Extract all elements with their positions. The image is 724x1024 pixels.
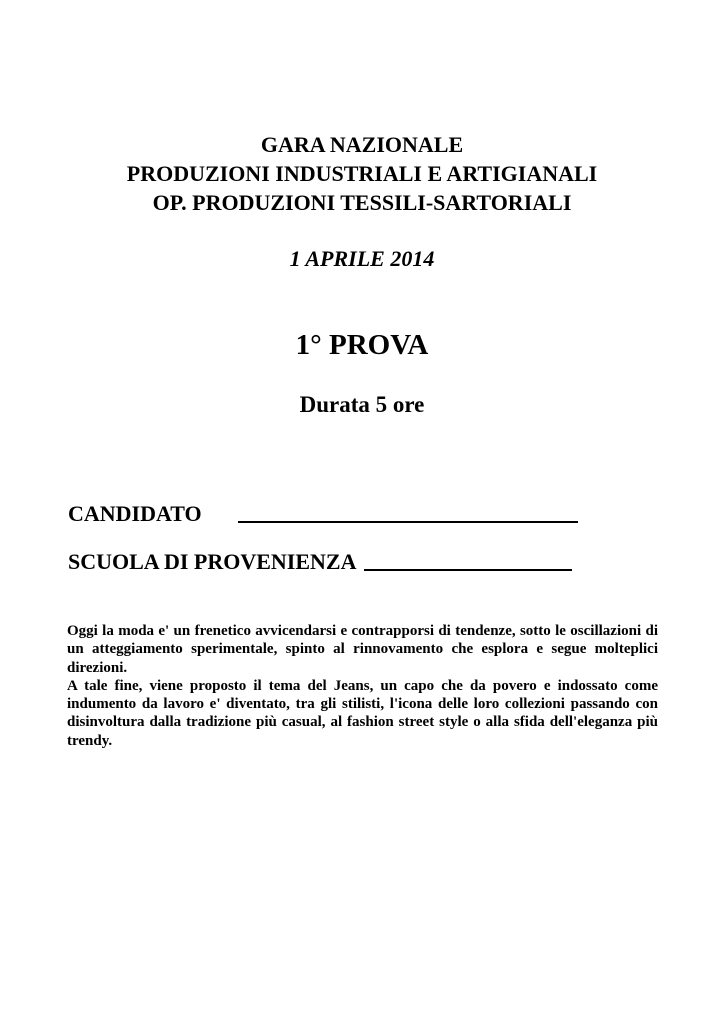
school-label: SCUOLA DI PROVENIENZA — [68, 549, 357, 574]
exam-duration: Durata 5 ore — [299, 392, 425, 417]
title-line-3: OP. PRODUZIONI TESSILI-SARTORIALI — [152, 190, 572, 215]
candidate-name-blank — [238, 513, 578, 523]
exam-title: 1° PROVA — [295, 329, 429, 361]
school-name-blank — [364, 561, 572, 571]
title-line-1: GARA NAZIONALE — [260, 132, 464, 157]
candidate-label: CANDIDATO — [68, 501, 202, 526]
title-line-2: PRODUZIONI INDUSTRIALI E ARTIGIANALI — [126, 161, 598, 186]
exam-date: 1 APRILE 2014 — [289, 246, 435, 271]
brief-paragraph-1: Oggi la moda e' un frenetico avvicendarsi e contrapporsi di tendenze, sotto le oscillazioni di un atteggiamento sperimentale, spinto al rinnovamento che esplora e segue molteplici direzioni. — [67, 623, 658, 676]
candidate-row — [68, 499, 578, 528]
brief-paragraph-2: A tale fine, viene proposto il tema del Jeans, un capo che da povero e indossato come indumento da lavoro e' diventato, tra gli stilisti, l'icona delle loro collezioni passando con disinvoltura dalla tradizione più casual, al fashion street style o alla sfida dell'eleganza più trendy. — [67, 677, 658, 749]
school-row — [68, 547, 572, 576]
exam-brief — [67, 622, 658, 750]
document-header — [0, 130, 724, 217]
